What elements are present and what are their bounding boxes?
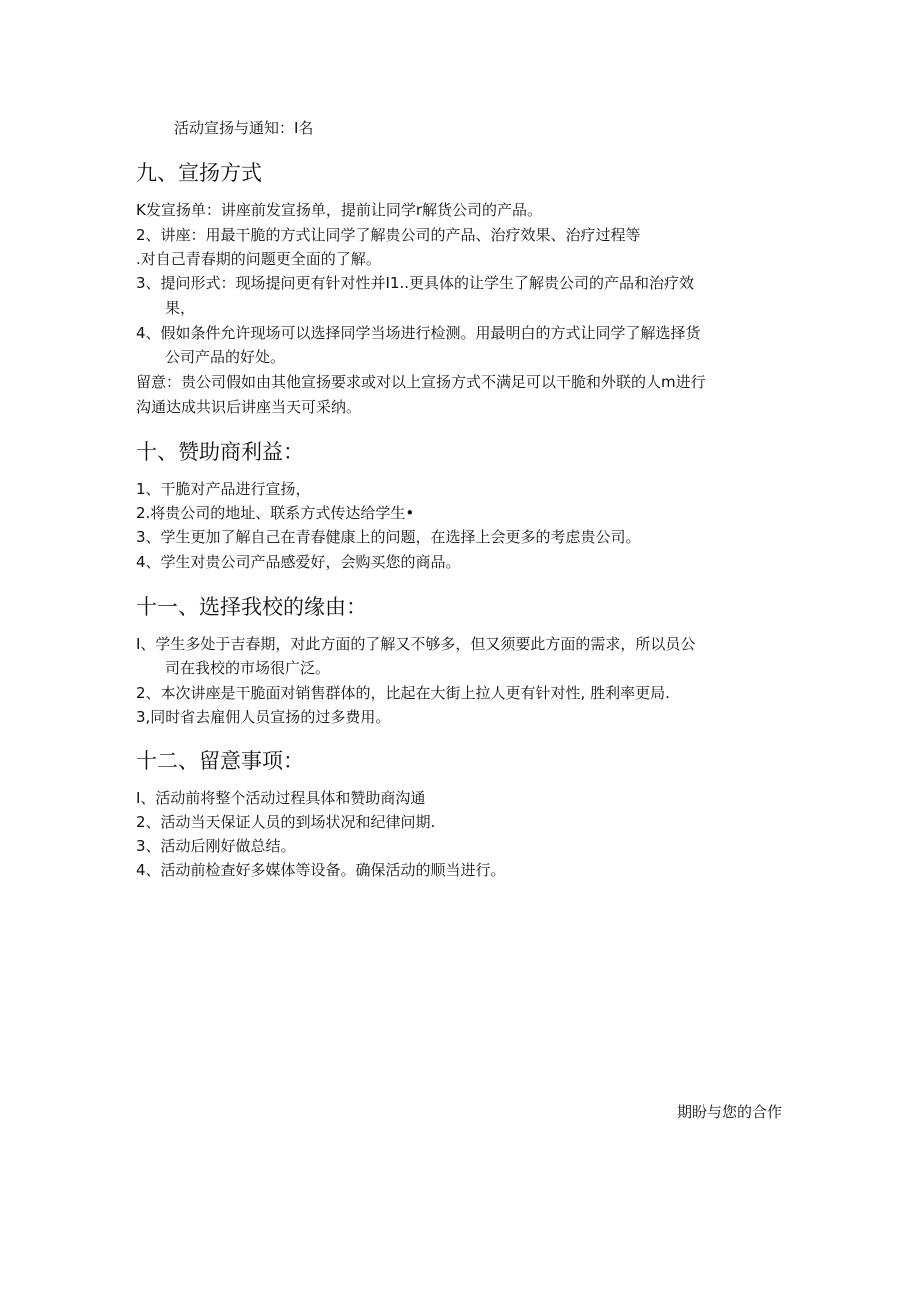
section-10-title: 十、赞助商利益：	[136, 440, 304, 464]
section-9-line: K发宣扬单：讲座前发宣扬单，提前让同学r解货公司的产品。	[136, 201, 543, 219]
section-11-line: 2、本次讲座是干脆面对销售群体的，比起在大街上拉人更有针对性, 胜利率更局.	[136, 684, 670, 702]
section-10-line: 2.将贵公司的地址、联系方式传达给学生•	[136, 504, 415, 522]
section-9-note: 留意：贵公司假如由其他宣扬要求或对以上宣扬方式不满足可以干脆和外联的人m进行	[136, 373, 706, 391]
section-10-line: 3、学生更加了解自己在青春健康上的问题，在选择上会更多的考虑贵公司。	[136, 528, 641, 546]
section-9-title: 九、宣扬方式	[136, 161, 262, 185]
section-11-title: 十一、选择我校的缘由：	[136, 595, 367, 619]
section-12-line: 4、活动前检查好多媒体等设备。确保活动的顺当进行。	[136, 861, 506, 879]
section-9-line: 果，	[165, 299, 196, 317]
section-11-line: 3,同时省去雇佣人员宣扬的过多费用。	[136, 708, 391, 726]
section-9-line: 3、提问形式：现场提问更有针对性并I1..更具体的让学生了解贵公司的产品和治疗效	[136, 274, 695, 292]
section-12-title: 十二、留意事项：	[136, 749, 304, 773]
section-9-line: 公司产品的好处。	[165, 348, 286, 366]
section-9-line: .对自己青春期的问题更全面的了解。	[136, 250, 381, 268]
section-10-line: 1、干脆对产品进行宣扬，	[136, 480, 311, 498]
intro-line: 活动宣扬与通知：I名	[174, 119, 314, 137]
section-11-line: 司在我校的市场很广泛。	[165, 659, 331, 677]
section-9-line: 4、假如条件允许现场可以选择同学当场进行检测。用最明白的方式让同学了解选择货	[136, 324, 701, 342]
section-9-note: 沟通达成共识后讲座当天可采纳。	[136, 398, 362, 416]
section-10-line: 4、学生对贵公司产品感爱好，会购买您的商品。	[136, 553, 461, 571]
section-12-line: 2、活动当天保证人员的到场状况和纪律问期.	[136, 813, 436, 831]
section-9-line: 2、讲座：用最干脆的方式让同学了解贵公司的产品、治疗效果、治疗过程等	[136, 226, 641, 244]
closing-line: 期盼与您的合作	[676, 1103, 782, 1121]
section-12-line: 3、活动后刚好做总结。	[136, 837, 296, 855]
section-12-line: I、活动前将整个活动过程具体和赞助商沟通	[136, 789, 426, 807]
section-11-line: I、学生多处于吉春期，对此方面的了解又不够多，但又须要此方面的需求，所以员公	[136, 635, 696, 653]
